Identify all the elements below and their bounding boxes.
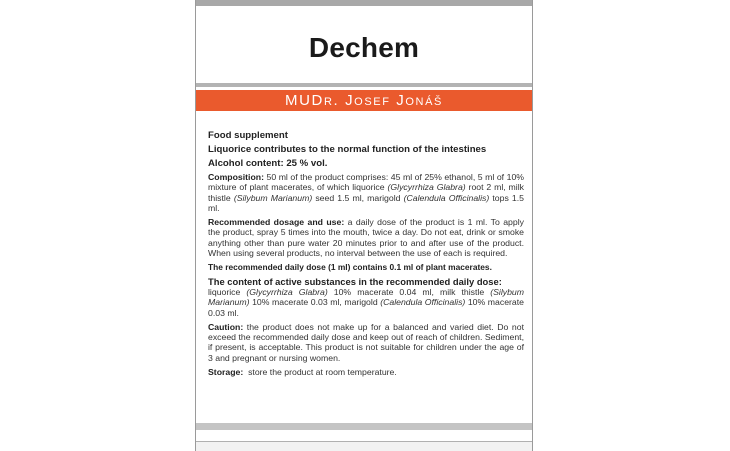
composition-text: seed 1.5 ml, marigold (312, 192, 404, 203)
storage-heading: Storage: (208, 367, 244, 378)
divider-line (196, 83, 532, 87)
bottom-gray-band (196, 423, 532, 430)
caution-text: the product does not make up for a balanced and varied diet. Do not exceed the recommended daily dose and keep out of reach of children. Sediment, if present, is acceptable. This product is not suitable for children under the age of 3 and pregnant or nursing women. (208, 321, 524, 363)
latin-name: (Calendula Officinalis) (403, 192, 490, 203)
storage-text: store the product at room temperature. (243, 367, 397, 378)
top-gray-bar (196, 0, 532, 6)
latin-name: (Silybum Marianum) (208, 286, 524, 308)
author-name: MUDr. Josef Jonáš (285, 92, 443, 109)
dosage-paragraph (208, 217, 524, 258)
brand-title: Dechem (308, 32, 420, 63)
active-text: 10% macerate 0.04 ml, milk thistle (327, 286, 491, 297)
composition-text: 50 ml of the product comprises: 45 ml of 25% ethanol, 5 ml of 10% mixture of plant macerates, of which liquorice (208, 172, 524, 193)
latin-name: (Silybum Marianum) (233, 192, 313, 203)
caution-paragraph (208, 322, 524, 363)
product-label (195, 0, 533, 451)
dosage-text: a daily dose of the product is 1 ml. To apply the product, spray 5 times into the mouth, twice a day. Do not eat, drink or smoke anything other than pure water 20 minutes prior to and after use of the product. When using several products, no interval between the use of each is required. (208, 217, 524, 259)
bottom-edge (196, 441, 532, 451)
storage-paragraph (208, 367, 524, 377)
active-heading: The content of active substances in the recommended daily dose: (208, 275, 502, 287)
health-claim: Liquorice contributes to the normal function of the intestines (208, 144, 487, 155)
author-banner (196, 90, 532, 111)
latin-name: (Glycyrrhiza Glabra) (246, 286, 328, 297)
active-text: 10% macerate 0.03 ml, marigold (249, 297, 381, 308)
dosage-heading: Recommended dosage and use: (208, 217, 345, 228)
alcohol-content: Alcohol content: 25 % vol. (208, 158, 328, 169)
composition-text: root 2 ml, milk thistle (208, 182, 524, 203)
latin-name: (Glycyrrhiza Glabra) (387, 182, 466, 193)
label-text (208, 130, 524, 381)
composition-paragraph (208, 172, 524, 213)
latin-name: (Calendula Officinalis) (380, 297, 466, 308)
active-substances-paragraph (208, 277, 524, 318)
active-text: 10% macerate 0.03 ml. (208, 297, 524, 318)
composition-text: tops 1.5 ml. (208, 192, 524, 213)
active-text: liquorice (208, 286, 247, 297)
caution-heading: Caution: (208, 321, 244, 332)
daily-dose-statement: The recommended daily dose (1 ml) contains 0.1 ml of plant macerates. (208, 262, 492, 273)
product-type: Food supplement (208, 130, 288, 141)
composition-heading: Composition: (208, 172, 264, 182)
